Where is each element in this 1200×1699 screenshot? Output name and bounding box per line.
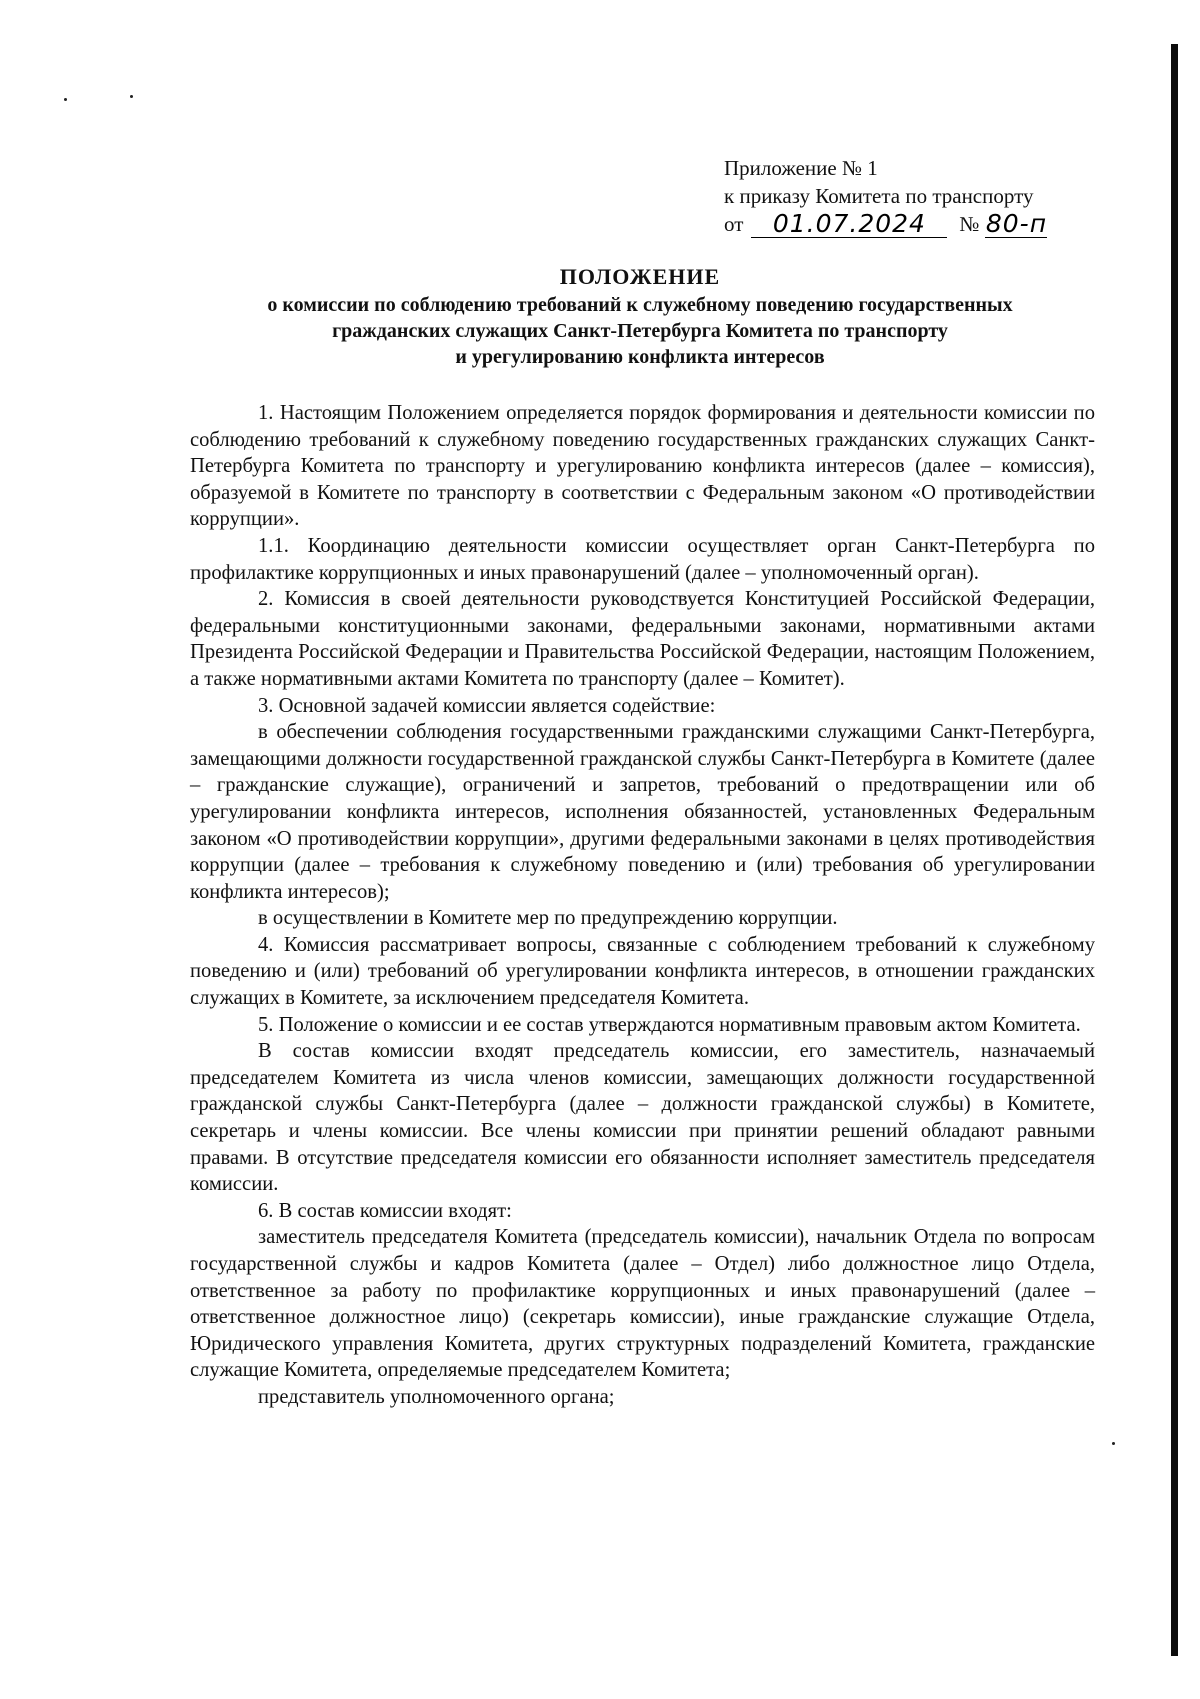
paragraph-6-item-1: заместитель председателя Комитета (председатель комиссии), начальник Отдела по вопросам государственной службы и кадров Комитета (далее – Отдел) либо должностное лицо Отдела, ответственное за работу по профилактике коррупционных и иных правонарушений (далее – ответственное должностное лицо) (секретарь комиссии), иные гражданские служащие Отдела, Юридического управления Комитета, других структурных подразделений Комитета, гражданские служащие Комитета, определяемые председателем Комитета; — [190, 1226, 1095, 1382]
scan-speck — [64, 98, 67, 101]
order-date-number-row — [724, 210, 1144, 238]
handwritten-date: 01.07.2024 — [751, 211, 947, 238]
paragraph-4: 4. Комиссия рассматривает вопросы, связанные с соблюдением требований к служебному поведению и (или) требований об урегулировании конфликта интересов, в отношении гражданских служащих в Комитете, за исключением председателя Комитета. — [190, 933, 1095, 1010]
document-subtitle-line: гражданских служащих Санкт-Петербурга Комитета по транспорту — [332, 320, 948, 342]
scan-speck — [130, 95, 133, 98]
document-subtitle-line: и урегулированию конфликта интересов — [455, 346, 825, 368]
scan-speck — [1112, 1442, 1115, 1445]
attachment-number: Приложение № 1 — [724, 156, 878, 180]
paragraph-3: 3. Основной задачей комиссии является содействие: — [258, 694, 716, 717]
paragraph-1-1: 1.1. Координацию деятельности комиссии осуществляет орган Санкт-Петербурга по профилактике коррупционных и иных правонарушений (далее – уполномоченный орган). — [190, 534, 1095, 584]
paragraph-5-composition: В состав комиссии входят председатель комиссии, его заместитель, назначаемый председателем Комитета из числа членов комиссии, замещающих должности государственной гражданской службы Санкт-Петербурга (далее – должности гражданской службы) в Комитете, секретарь и члены комиссии. Все члены комиссии при принятии решений обладают равными правами. В отсутствие председателя комиссии его обязанности исполняет заместитель председателя комиссии. — [190, 1040, 1095, 1196]
paragraph-6-item-2: представитель уполномоченного органа; — [258, 1385, 615, 1408]
paragraph-5: 5. Положение о комиссии и ее состав утверждаются нормативным правовым актом Комитета. — [258, 1013, 1081, 1036]
paragraph-6: 6. В состав комиссии входят: — [258, 1199, 512, 1222]
document-body — [190, 400, 1095, 1411]
paragraph-1: 1. Настоящим Положением определяется порядок формирования и деятельности комиссии по соблюдению требований к служебному поведению государственных гражданских служащих Санкт-Петербурга Комитета по транспорту и урегулированию конфликта интересов (далее – комиссия), образуемой в Комитете по транспорту в соответствии с Федеральным законом «О противодействии коррупции». — [190, 402, 1095, 531]
number-prefix: № — [959, 212, 980, 236]
document-subtitle-line: о комиссии по соблюдению требований к служебному поведению государственных — [267, 294, 1013, 316]
paragraph-2: 2. Комиссия в своей деятельности руководствуется Конституцией Российской Федерации, федеральными конституционными законами, федеральными законами, нормативными актами Президента Российской Федерации и Правительства Российской Федерации, настоящим Положением, а также нормативными актами Комитета по транспорту (далее – Комитет). — [190, 588, 1095, 690]
paragraph-3-item-2: в осуществлении в Комитете мер по предупреждению коррупции. — [258, 907, 838, 930]
scan-edge-bar — [1171, 44, 1178, 1656]
handwritten-number: 80-п — [985, 209, 1048, 238]
document-title-block — [170, 262, 1110, 370]
order-reference: к приказу Комитета по транспорту — [724, 184, 1034, 208]
date-prefix: от — [724, 212, 744, 236]
attachment-header — [724, 154, 1144, 238]
document-title: ПОЛОЖЕНИЕ — [559, 264, 721, 289]
paragraph-3-item-1: в обеспечении соблюдения государственными гражданскими служащими Санкт-Петербурга, замещающими должности государственной гражданской службы Санкт-Петербурга в Комитете (далее – гражданские служащие), ограничений и запретов, требований о предотвращении или об урегулировании конфликта интересов, исполнения обязанностей, установленных Федеральным законом «О противодействии коррупции», другими федеральными законами в целях противодействия коррупции (далее – требования к служебному поведению и (или) требования об урегулировании конфликта интересов); — [190, 721, 1095, 903]
